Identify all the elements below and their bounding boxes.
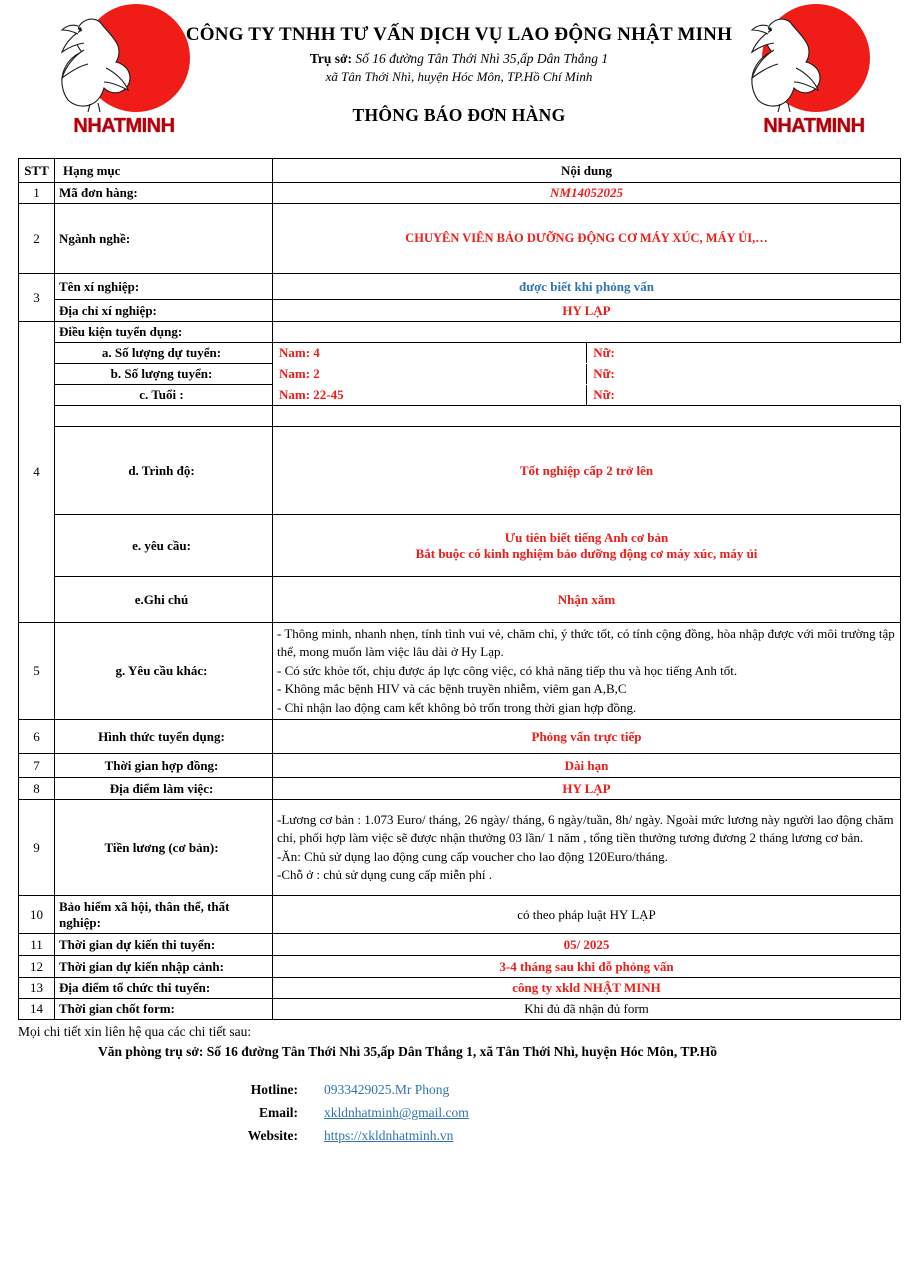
row-value-order-code: NM14052025 <box>273 183 901 204</box>
contact-row-website <box>168 1128 728 1144</box>
document-header <box>18 0 900 150</box>
crane-icon <box>54 10 150 114</box>
other-req-line-4: - Chỉ nhận lao động cam kết không bỏ trốn trong thời gian hợp đồng. <box>277 699 637 715</box>
row-value-education: Tốt nghiệp cấp 2 trở lên <box>273 427 901 515</box>
row-number: 2 <box>19 204 55 274</box>
hires-values <box>273 364 901 385</box>
other-req-line-3: - Không mắc bệnh HIV và các bệnh truyền nhiễm, viêm gan A,B,C <box>277 681 627 697</box>
row-value-note: Nhận xăm <box>273 577 901 623</box>
table-row <box>19 778 901 800</box>
contact-value-hotline: 0933429025.Mr Phong <box>324 1082 450 1098</box>
row-label-other-requirements: g. Yêu cầu khác: <box>55 623 273 720</box>
table-row <box>19 896 901 934</box>
row-value-recruitment-form: Phỏng vấn trực tiếp <box>273 720 901 754</box>
row-value-other-requirements <box>273 623 901 720</box>
row-value-exam-date: 05/ 2025 <box>273 934 901 956</box>
document-footer <box>18 1024 900 1144</box>
row-label-insurance: Bảo hiểm xã hội, thân thể, thất nghiệp: <box>55 896 273 934</box>
row-number: 12 <box>19 956 55 978</box>
table-row <box>19 427 901 515</box>
row-number: 13 <box>19 978 55 999</box>
salary-line-3: -Chỗ ở : chủ sử dụng cung cấp miễn phí . <box>277 867 493 883</box>
row-label-recruitment-form: Hình thức tuyển dụng: <box>55 720 273 754</box>
table-header-row <box>19 159 901 183</box>
row-number: 11 <box>19 934 55 956</box>
salary-line-1: -Lương cơ bản : 1.073 Euro/ tháng, 26 ngày/ tháng, 6 ngày/tuần, 8h/ ngày. Ngoài mức lương này người lao động chăm chỉ, phối hợp làm việc sẽ được nhận thưởng 03 lần/ 1 năm , tổng tiền thưởng tương đương 2 tháng lương cơ bản. <box>277 811 894 846</box>
row-number: 1 <box>19 183 55 204</box>
spacer-cell-left <box>55 406 273 427</box>
row-label: Ngành nghề: <box>55 204 273 274</box>
row-label-form-deadline: Thời gian chốt form: <box>55 999 273 1020</box>
row-value-company-name: được biết khi phỏng vấn <box>273 274 901 300</box>
table-row <box>19 720 901 754</box>
table-row-spacer <box>19 406 901 427</box>
row-number: 10 <box>19 896 55 934</box>
row-number: 14 <box>19 999 55 1020</box>
applicants-female: Nữ: <box>593 345 615 361</box>
row-value-job-field: CHUYÊN VIÊN BẢO DƯỠNG ĐỘNG CƠ MÁY XÚC, MÁY ỦI,… <box>273 204 901 274</box>
row-value-form-deadline: Khi đủ đã nhận đủ form <box>273 999 901 1020</box>
age-male: Nam: 22-45 <box>273 385 587 405</box>
row-number: 3 <box>19 274 55 322</box>
logo-brand-text-right: NHATMINH <box>763 115 865 137</box>
requirement-line-2: Bắt buộc có kinh nghiệm bảo dưỡng động cơ máy xúc, máy ủi <box>415 545 758 561</box>
company-address-line2: xã Tân Thới Nhì, huyện Hóc Môn, TP.Hồ Chí Minh <box>325 69 593 84</box>
table-row <box>19 515 901 577</box>
office-address-text: Văn phòng trụ sở: Số 16 đường Tân Thới Nhì 35,ấp Dân Thắng 1, xã Tân Thới Nhì, huyện Hóc Môn, TP.Hồ <box>98 1044 717 1060</box>
contact-list <box>168 1082 728 1144</box>
column-header-item: Hạng mục <box>55 159 273 183</box>
table-row <box>19 577 901 623</box>
company-logo-right <box>744 2 884 142</box>
page-title: THÔNG BÁO ĐƠN HÀNG <box>352 105 566 125</box>
table-row <box>19 204 901 274</box>
contact-value-website[interactable]: https://xkldnhatminh.vn <box>324 1128 454 1144</box>
row-number: 4 <box>19 322 55 623</box>
company-name: CÔNG TY TNHH TƯ VẤN DỊCH VỤ LAO ĐỘNG NHẬT MINH <box>185 24 733 45</box>
other-req-line-1: - Thông minh, nhanh nhẹn, tính tình vui vẻ, chăm chỉ, ý thức tốt, có tính cộng đồng, hòa nhập được với môi trường tập thể, mong muốn làm việc lâu dài ở Hy Lạp. <box>277 626 895 660</box>
row-number: 6 <box>19 720 55 754</box>
order-details-table <box>18 158 901 1020</box>
row-label-company-address: Địa chỉ xí nghiệp: <box>55 300 273 322</box>
address-line1-text: Số 16 đường Tân Thới Nhì 35,ấp Dân Thắng 1 <box>355 51 609 66</box>
contact-row-hotline <box>168 1082 728 1098</box>
applicants-values <box>273 343 901 364</box>
address-label: Trụ sở: <box>309 51 352 66</box>
row-label-hires: b. Số lượng tuyển: <box>55 364 273 385</box>
row-label-entry-date: Thời gian dự kiến nhập cảnh: <box>55 956 273 978</box>
table-row <box>19 800 901 896</box>
age-values <box>273 385 901 406</box>
row-label-work-location: Địa điểm làm việc: <box>55 778 273 800</box>
row-value-company-address: HY LẠP <box>273 300 901 322</box>
table-row <box>19 385 901 406</box>
age-female: Nữ: <box>593 386 615 402</box>
row-label-education: d. Trình độ: <box>55 427 273 515</box>
table-row <box>19 274 901 300</box>
row-value-work-location: HY LẠP <box>273 778 901 800</box>
row-label-age: c. Tuổi : <box>55 385 273 406</box>
table-row <box>19 999 901 1020</box>
table-row <box>19 183 901 204</box>
row-value-exam-location: công ty xkld NHẬT MINH <box>273 978 901 999</box>
row-label-exam-location: Địa điểm tổ chức thi tuyển: <box>55 978 273 999</box>
row-number: 8 <box>19 778 55 800</box>
requirement-line-1: Ưu tiên biết tiếng Anh cơ bản <box>504 529 669 545</box>
table-row <box>19 322 901 343</box>
crane-icon <box>744 10 840 114</box>
table-row <box>19 364 901 385</box>
logo-brand-text-left: NHATMINH <box>73 115 175 137</box>
row-value-entry-date: 3-4 tháng sau khi đỗ phỏng vấn <box>273 956 901 978</box>
row-label-contract-duration: Thời gian hợp đồng: <box>55 754 273 778</box>
row-value-insurance: có theo pháp luật HY LẠP <box>273 896 901 934</box>
applicants-male: Nam: 4 <box>273 343 587 363</box>
contact-value-email[interactable]: xkldnhatminh@gmail.com <box>324 1105 469 1121</box>
table-row <box>19 978 901 999</box>
row-number: 7 <box>19 754 55 778</box>
contact-label-website: Website: <box>247 1128 298 1144</box>
row-label: Mã đơn hàng: <box>55 183 273 204</box>
row-number: 5 <box>19 623 55 720</box>
contact-label-hotline: Hotline: <box>250 1082 298 1098</box>
row-label-applicants: a. Số lượng dự tuyển: <box>55 343 273 364</box>
row-value-salary <box>273 800 901 896</box>
row-label-company-name: Tên xí nghiệp: <box>55 274 273 300</box>
row-label-salary: Tiền lương (cơ bản): <box>55 800 273 896</box>
company-logo-left <box>54 2 194 142</box>
contact-intro-text: Mọi chi tiết xin liên hệ qua các chi tiết sau: <box>18 1024 252 1040</box>
row-value-requirements <box>273 515 901 577</box>
recruitment-conditions-heading: Điều kiện tuyển dụng: <box>55 322 273 343</box>
table-row <box>19 343 901 364</box>
table-row <box>19 754 901 778</box>
other-req-line-2: - Có sức khỏe tốt, chịu được áp lực công việc, có khả năng tiếp thu và học tiếng Anh tốt. <box>277 662 738 678</box>
table-row <box>19 623 901 720</box>
row-label-requirements: e. yêu cầu: <box>55 515 273 577</box>
table-row <box>19 300 901 322</box>
table-row <box>19 956 901 978</box>
row-label-exam-date: Thời gian dự kiến thi tuyển: <box>55 934 273 956</box>
salary-line-2: -Ăn: Chủ sử dụng lao động cung cấp voucher cho lao động 120Euro/tháng. <box>277 848 668 864</box>
row-value-contract-duration: Dài hạn <box>273 754 901 778</box>
spacer-cell-right <box>273 406 901 427</box>
hires-male: Nam: 2 <box>273 364 587 384</box>
contact-row-email <box>168 1105 728 1121</box>
recruitment-conditions-blank <box>273 322 901 343</box>
column-header-content: Nội dung <box>273 159 901 183</box>
contact-label-email: Email: <box>259 1105 298 1121</box>
table-row <box>19 934 901 956</box>
column-header-stt: STT <box>19 159 55 183</box>
row-number: 9 <box>19 800 55 896</box>
hires-female: Nữ: <box>593 366 615 381</box>
row-label-note: e.Ghi chú <box>55 577 273 623</box>
